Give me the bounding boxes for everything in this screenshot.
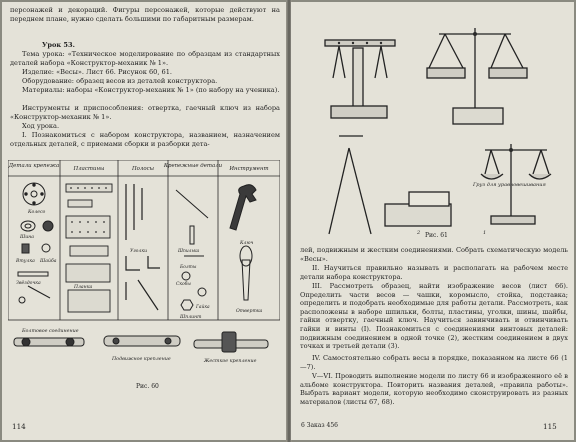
label-screwdriver: Отвертка [236, 309, 263, 314]
right-para-ii: II. Научиться правильно называть и располагать на рабочем месте детали набора конструктора. [300, 264, 568, 281]
col-header-tools: Инструмент [229, 166, 269, 172]
label-wheel: Колесо [28, 210, 46, 215]
right-page [291, 2, 574, 440]
col-header-fixings: Крепежные детали [163, 163, 223, 169]
label-wrench: Ключ [240, 241, 254, 246]
label-plank: Планка [74, 285, 93, 290]
mark-1: 1 [483, 230, 487, 236]
right-para-iii: III. Рассмотреть образец, найти изображение весов (лист 66). Определить части весов — чашки, коромысло, стойка, подставка; определить и подобрать необходимые для работы детали. Рассмотреть, как расположены в наборе шпильки, болты, пластины, уголки, шины, шайбы, гайки отвертку, гаечный ключ. Научиться завинчивать и отвинчивать гайки и винты (I). Познакомиться с соединениями винтовых деталей: подвижным соединением в одной точке (2), жестким соединением в двух точках и третьей детали (3). [300, 282, 568, 351]
parts-table-drawing [8, 160, 280, 372]
left-page-number: 114 [12, 422, 26, 431]
lesson-heading: Урок 53. [42, 41, 75, 49]
col-header-fasteners: Детали крепежа [8, 163, 60, 169]
label-brackets: Скобы [176, 282, 191, 287]
label-cotter: Шплинт [180, 315, 202, 320]
counterweight-label: Груз для уравновешивания [473, 182, 546, 188]
lesson-equipment: Оборудование: образец весов из деталей конструктора. [22, 77, 218, 85]
lesson-materials: Материалы: наборы «Конструктор-механик № 1» (по набору на ученика). [22, 86, 280, 94]
scales-drawing [305, 8, 567, 240]
right-para-v: V—VI. Проводить выполнение модели по листу 66 и изображенного её в альбоме конструктора. Повторить названия деталей, «правила работы». Выбрать вариант модели, которую необходимо сконструировать из разных материалов (листы 67, 68). [300, 372, 568, 406]
lesson-step-one: I. Познакомиться с набором конструктора, названием, назначением отдельных деталей, с приемами сборки и разборки дета- [10, 131, 280, 148]
scales-figure [305, 8, 567, 240]
mark-2: 2 [417, 230, 421, 236]
lesson-tools: Инструменты и приспособления: отвертка, гаечный ключ из набора «Конструктор-механик № 1». [10, 104, 280, 121]
label-tire: Шина [20, 235, 34, 240]
label-moving-joint: Подвижное крепление [112, 357, 171, 362]
label-sprocket: Звёздочка [16, 281, 41, 286]
left-top-paragraph: персонажей и декораций. Фигуры персонажей, которые действуют на переднем плане, нужно сделать большими по габаритным размерам. [10, 6, 280, 23]
lesson-item: Изделие: «Весы». Лист 66. Рисунок 60, 61. [22, 68, 173, 76]
col-header-plates: Пластины [73, 166, 105, 172]
label-angles: Уголки [130, 249, 148, 254]
lesson-course-heading: Ход урока. [22, 122, 60, 130]
col-header-strips: Полосы [131, 166, 155, 172]
label-bolts: Болты [180, 265, 197, 270]
right-para-continued: лей, подвижным и жестким соединениями. Собрать схематическую модель «Весы». [300, 246, 568, 263]
right-page-number: 115 [543, 422, 557, 431]
label-bolt-joint: Болтовое соединение [22, 329, 79, 334]
label-bushing: Втулка [16, 259, 35, 264]
label-pin: Шпилька [178, 249, 200, 254]
lesson-topic: Тема урока: «Техническое моделирование по образцам из стандартных деталей набора «Конструктор-механик № 1». [10, 50, 280, 67]
label-nut: Гайка [196, 305, 210, 310]
figure-caption-61: Рис. 61 [425, 232, 448, 239]
left-page [2, 2, 287, 440]
label-rigid-joint: Жесткое крепление [204, 359, 257, 364]
parts-table-figure [8, 160, 280, 372]
figure-caption-60: Рис. 60 [136, 383, 159, 390]
right-para-iv: IV. Самостоятельно собрать весы в порядке, показанном на листе 66 (1—7). [300, 354, 568, 371]
label-washer: Шайба [40, 259, 57, 264]
signature-mark: 6 Заказ 456 [301, 422, 338, 429]
